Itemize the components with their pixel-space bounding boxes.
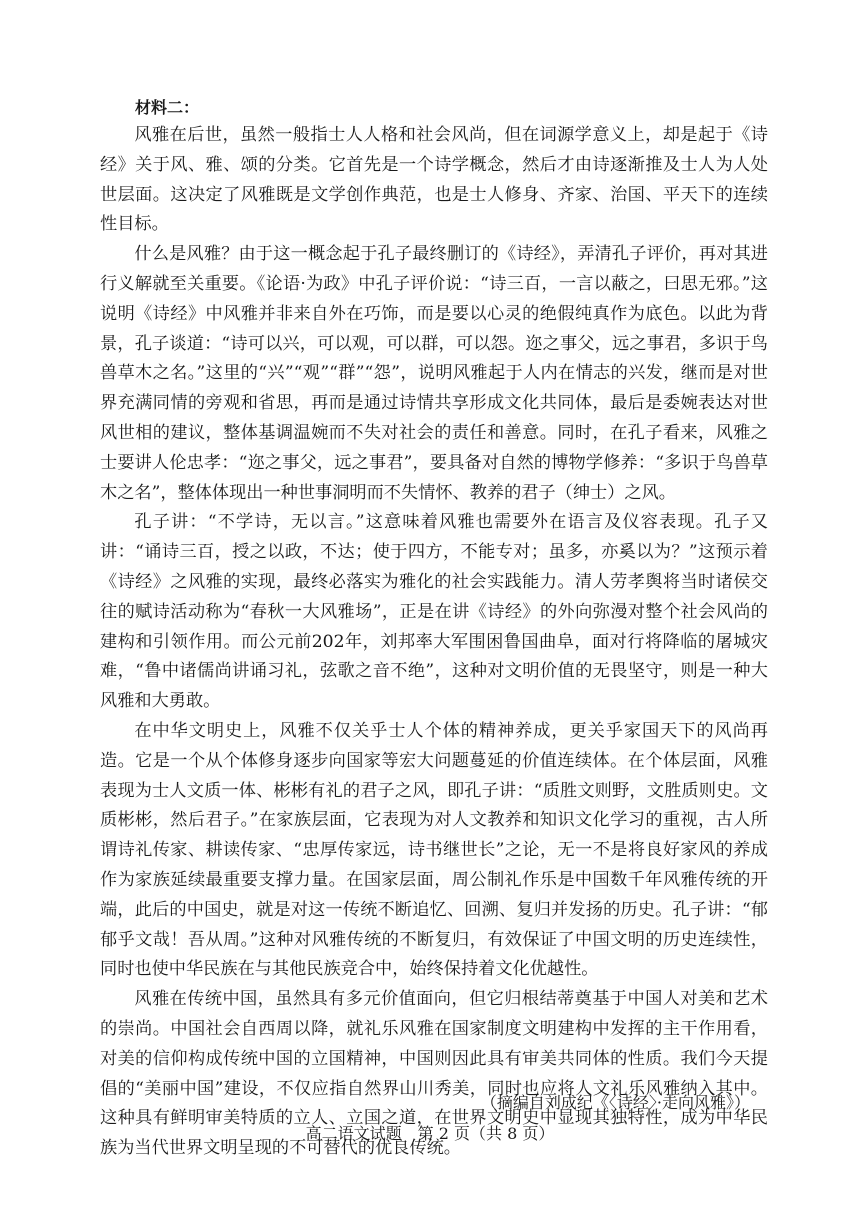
source-citation: （摘编自刘成纪《〈诗经〉·走向风雅》）: [480, 1093, 750, 1112]
paragraph-2: 什么是风雅？由于这一概念起于孔子最终删订的《诗经》，弄清孔子评价，再对其进行义解就至关重要。《论语·为政》中孔子评价说：“诗三百，一言以蔽之，曰思无邪。”这说明《诗经》中风雅并非来自外在巧饰，而是要以心灵的绝假纯真作为底色。以此为背景，孔子谈道：“诗可以兴，可以观，可以群，可以怨。迩之事父，远之事君，多识于鸟兽草木之名。”这里的“兴”“观”“群”“怨”，说明风雅起于人内在情志的兴发，继而是对世界充满同情的旁观和省思，再而是通过诗情共享形成文化共同体，最后是委婉表达对世风世相的建议，整体基调温婉而不失对社会的责任和善意。同时，在孔子看来，风雅之士要讲人伦忠孝：“迩之事父，远之事君”，要具备对自然的博物学修养：“多识于鸟兽草木之名”，整体体现出一种世事洞明而不失情怀、教养的君子（绅士）之风。: [100, 244, 768, 503]
section-heading: 材料二：: [135, 98, 200, 117]
paragraph-3: 孔子讲：“不学诗，无以言。”这意味着风雅也需要外在语言及仪容表现。孔子又讲：“诵诗三百，授之以政，不达；使于四方，不能专对；虽多，亦奚以为？”这预示着《诗经》之风雅的实现，最终必落实为雅化的社会实践能力。清人劳孝舆将当时诸侯交往的赋诗活动称为“春秋一大风雅场”，正是在讲《诗经》的外向弥漫对整个社会风尚的建构和引领作用。而公元前202年，刘邦率大军围困鲁国曲阜，面对行将降临的屠城灾难，“鲁中诸儒尚讲诵习礼，弦歌之音不绝”，这种对文明价值的无畏坚守，则是一种大风雅和大勇敢。: [100, 512, 768, 712]
article-body: [100, 121, 768, 1164]
paragraph-4: 在中华文明史上，风雅不仅关乎士人个体的精神养成，更关乎家国天下的风尚再造。它是一个从个体修身逐步向国家等宏大问题蔓延的价值连续体。在个体层面，风雅表现为士人文质一体、彬彬有礼的君子之风，即孔子讲：“质胜文则野，文胜质则史。文质彬彬，然后君子。”在家族层面，它表现为对人文教养和知识文化学习的重视，古人所谓诗礼传家、耕读传家、“忠厚传家远，诗书继世长”之论，无一不是将良好家风的养成作为家族延续最重要支撑力量。在国家层面，周公制礼作乐是中国数千年风雅传统的开端，此后的中国史，就是对这一传统不断追忆、回溯、复归并发扬的历史。孔子讲：“郁郁乎文哉！吾从周。”这种对风雅传统的不断复归，有效保证了中国文明的历史连续性，同时也使中华民族在与其他民族竞合中，始终保持着文化优越性。: [100, 720, 768, 980]
page-footer: 高二语文试题 第 2 页（共 8 页）: [305, 1124, 555, 1143]
paragraph-1: 风雅在后世，虽然一般指士人人格和社会风尚，但在词源学意义上，却是起于《诗经》关于风、雅、颂的分类。它首先是一个诗学概念，然后才由诗逐渐推及士人为人处世层面。这决定了风雅既是文学创作典范，也是士人修身、齐家、治国、平天下的连续性目标。: [100, 125, 768, 235]
paragraph-5: 风雅在传统中国，虽然具有多元价值面向，但它归根结蒂奠基于中国人对美和艺术的崇尚。中国社会自西周以降，就礼乐风雅在国家制度文明建构中发挥的主干作用看，对美的信仰构成传统中国的立国精神，中国则因此具有审美共同体的性质。我们今天提倡的“美丽中国”建设，不仅应指自然界山川秀美，同时也应将人文礼乐风雅纳入其中。这种具有鲜明审美特质的立人、立国之道，在世界文明史中显现其独特性，成为中华民族为当代世界文明呈现的不可替代的优良传统。: [100, 989, 768, 1159]
